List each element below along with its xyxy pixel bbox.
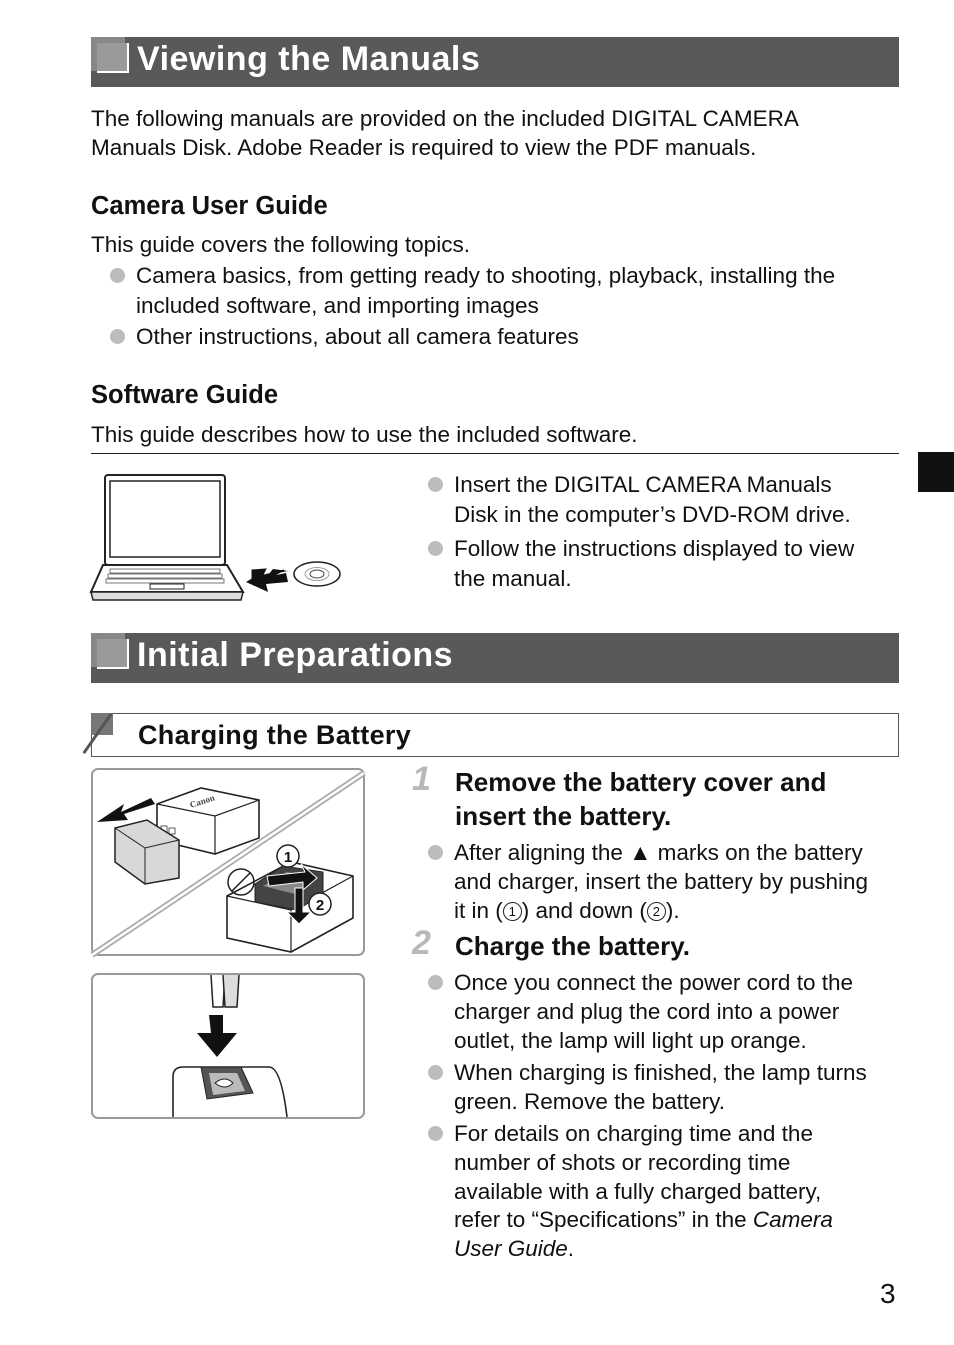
disc-icon bbox=[294, 562, 340, 586]
subsection-title: Charging the Battery bbox=[138, 720, 412, 750]
software-guide-heading: Software Guide bbox=[91, 381, 279, 409]
list-item: Other instructions, about all camera features bbox=[110, 322, 910, 352]
list-item: Follow the instructions displayed to view the manual. bbox=[428, 534, 898, 594]
list-item: For details on charging time and the number of shots or recording time available with a fully charged battery, refer to “Specifications” in the Camera User Guide. bbox=[428, 1119, 898, 1269]
camera-user-guide-heading: Camera User Guide bbox=[91, 192, 328, 220]
list-item: Insert the DIGITAL CAMERA Manuals Disk in the computer’s DVD-ROM drive. bbox=[428, 470, 898, 530]
svg-text:1: 1 bbox=[283, 849, 293, 866]
page-number: 3 bbox=[880, 1278, 896, 1309]
intro-line-1: The following manuals are provided on the included DIGITAL CAMERA bbox=[91, 106, 799, 131]
svg-text:Canon: Canon bbox=[188, 792, 216, 810]
section-title: Viewing the Manuals bbox=[137, 40, 481, 78]
power-cord-illustration bbox=[91, 973, 367, 1121]
bullet-icon bbox=[110, 329, 125, 344]
circled-number: 1 bbox=[503, 902, 522, 921]
circled-number: 2 bbox=[647, 902, 666, 921]
list-item: Once you connect the power cord to the charger and plug the cord into a power outlet, the lamp will light up orange. bbox=[428, 968, 898, 1058]
battery-insert-illustration bbox=[91, 768, 367, 958]
list-item: After aligning the ▲ marks on the battery and charger, insert the battery by pushing it in ( 1 ) and down ( 2 ). bbox=[428, 838, 898, 928]
chapter-tab bbox=[918, 452, 954, 492]
list-item: When charging is finished, the lamp turns green. Remove the battery. bbox=[428, 1058, 898, 1118]
divider bbox=[91, 453, 899, 454]
step-title: Charge the battery. bbox=[455, 931, 691, 961]
bullet-icon bbox=[428, 477, 443, 492]
bullet-icon bbox=[428, 1126, 443, 1141]
section-banner-viewing-manuals bbox=[91, 37, 899, 87]
step-title: insert the battery. bbox=[455, 801, 672, 831]
laptop-illustration bbox=[88, 472, 348, 606]
step-number: 1 bbox=[412, 760, 431, 798]
subsection-banner-charging bbox=[91, 713, 899, 757]
svg-text:2: 2 bbox=[315, 897, 325, 914]
section-title: Initial Preparations bbox=[137, 636, 454, 674]
camera-guide-intro: This guide covers the following topics. bbox=[91, 232, 470, 257]
bullet-icon bbox=[110, 268, 125, 283]
section-banner-initial-preparations bbox=[91, 633, 899, 683]
intro-line-2: Manuals Disk. Adobe Reader is required to view the PDF manuals. bbox=[91, 135, 757, 160]
software-guide-intro: This guide describes how to use the included software. bbox=[91, 422, 638, 447]
bullet-icon bbox=[428, 975, 443, 990]
list-item: Camera basics, from getting ready to shooting, playback, installing the included software, and importing images bbox=[110, 261, 910, 321]
bullet-icon bbox=[428, 845, 443, 860]
step-number: 2 bbox=[412, 924, 431, 962]
insert-arrow-icon bbox=[240, 560, 300, 600]
step-title: Remove the battery cover and bbox=[455, 767, 827, 797]
bullet-icon bbox=[428, 1065, 443, 1080]
bullet-icon bbox=[428, 541, 443, 556]
